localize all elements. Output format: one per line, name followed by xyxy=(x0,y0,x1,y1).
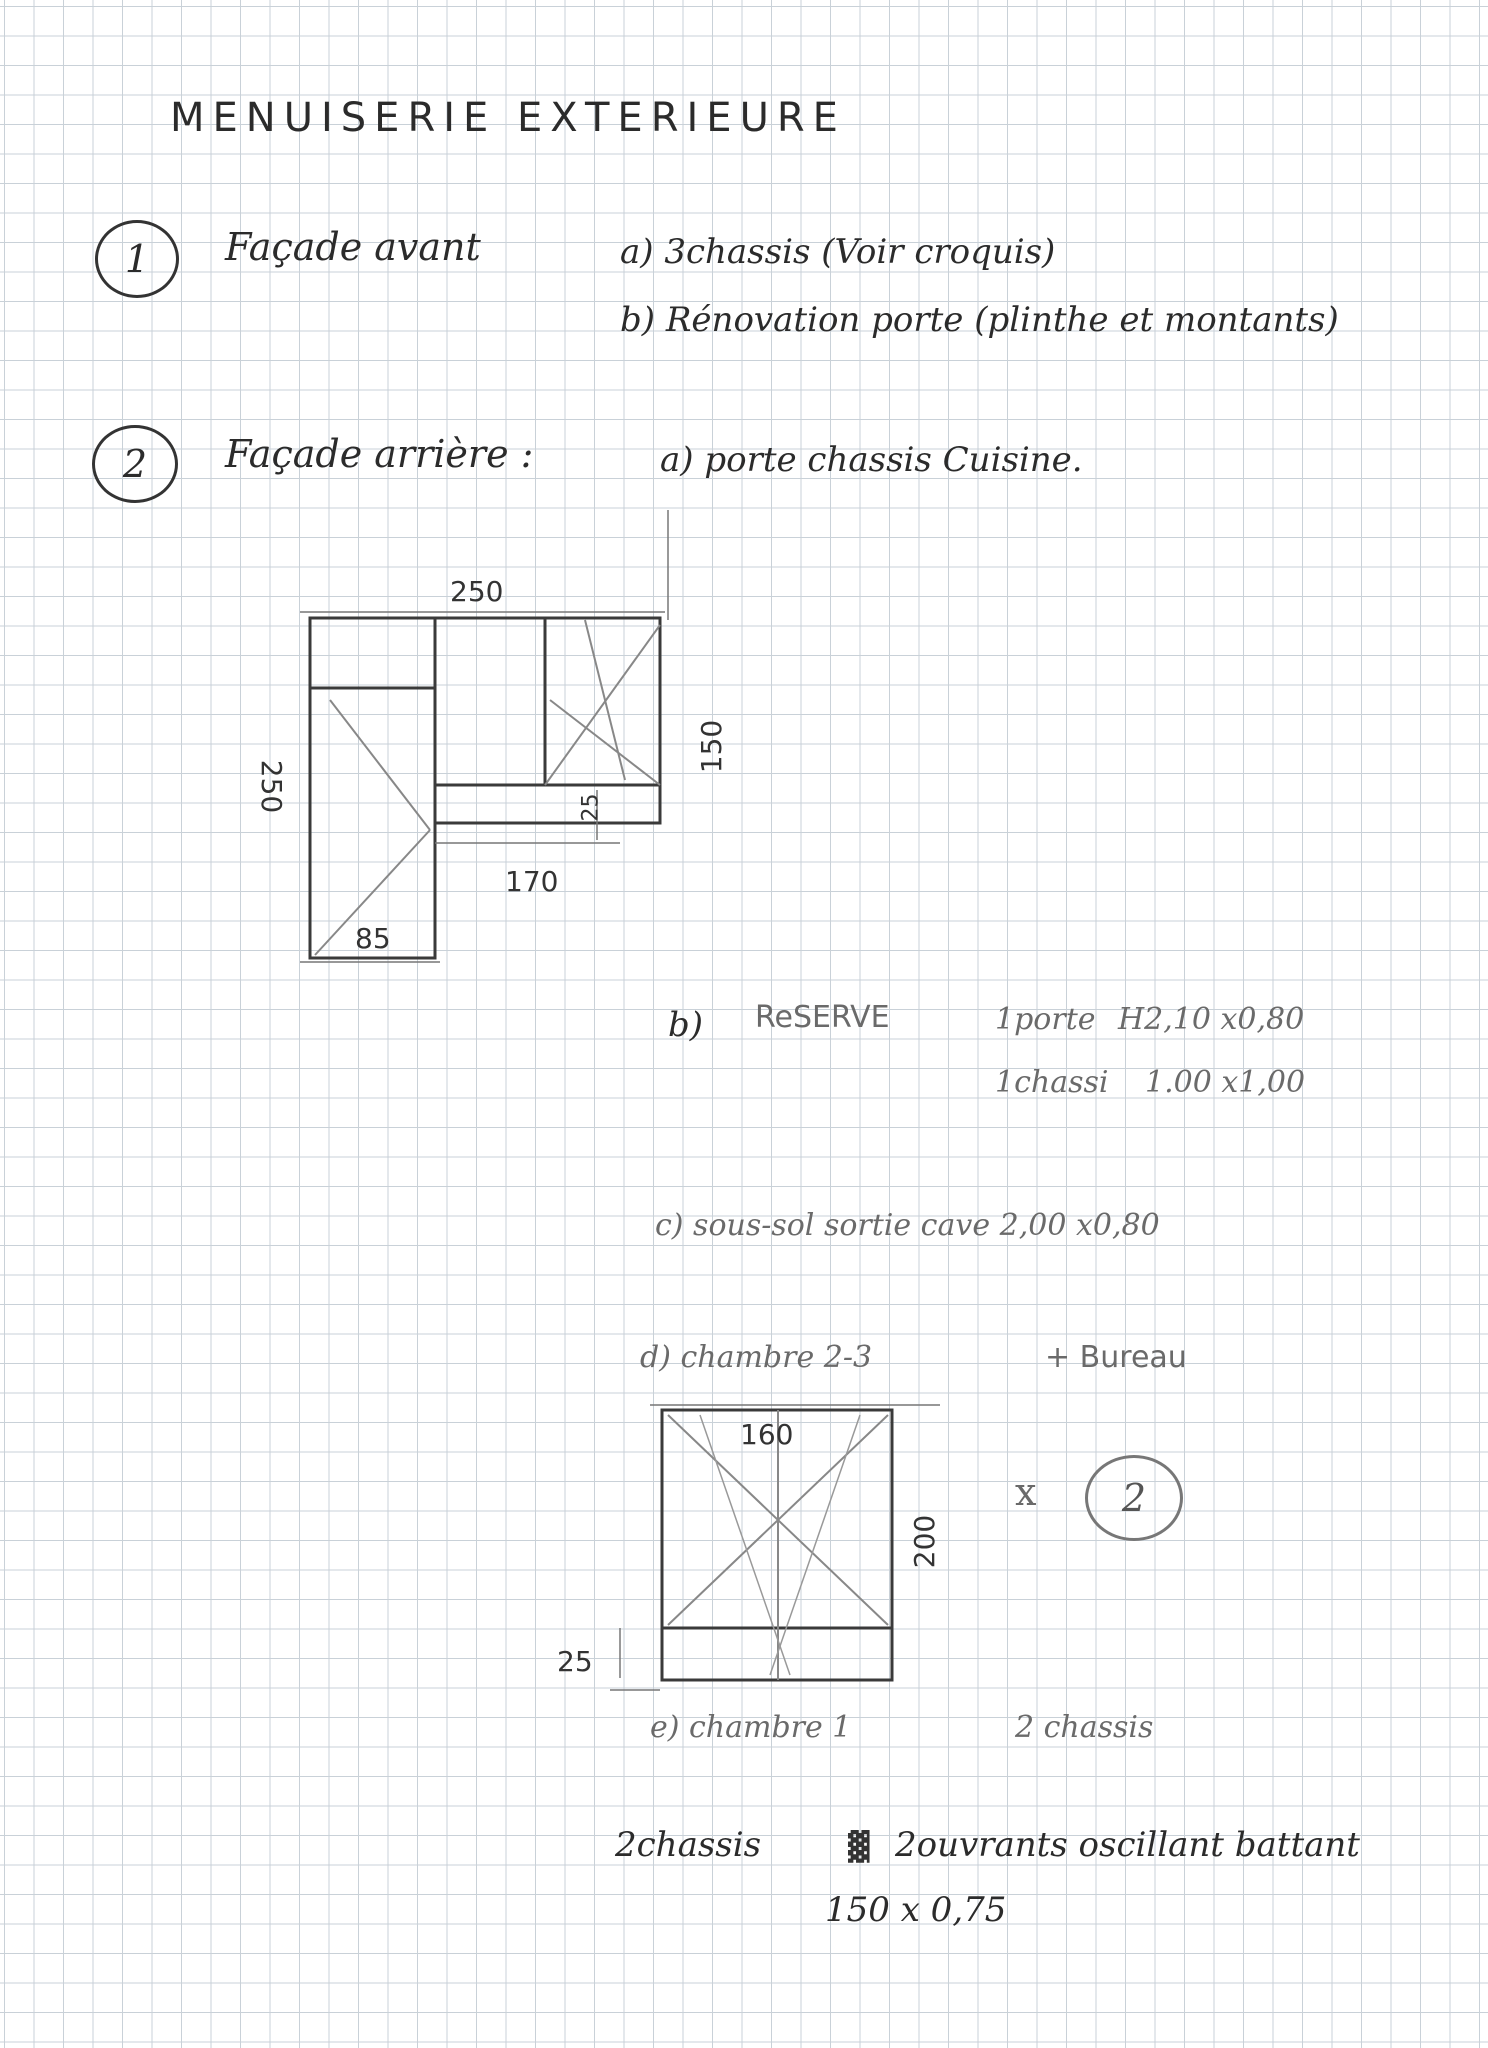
item-b-line2-label: 1chassi xyxy=(995,1065,1109,1100)
dim-bottom-width: 170 xyxy=(505,865,559,898)
section-1-label: Façade avant xyxy=(225,225,481,269)
item-d-label: d) chambre 2-3 xyxy=(640,1340,873,1375)
item-d-count: 2 xyxy=(1085,1455,1183,1541)
item-b-line1-value: H2,10 x0,80 xyxy=(1118,1002,1305,1037)
footer-strikethrough-mark: ▓ xyxy=(848,1830,870,1863)
section-1-number: 1 xyxy=(95,220,179,298)
section-2-number: 2 xyxy=(92,425,178,503)
item-d-extra: + Bureau xyxy=(1045,1340,1187,1375)
item-b-line1-label: 1porte xyxy=(995,1002,1096,1037)
footer-line1-a: 2chassis xyxy=(615,1825,762,1865)
section-2-label: Façade arrière : xyxy=(225,432,534,476)
item-e-label: e) chambre 1 xyxy=(650,1710,852,1745)
item-b-line2-value: 1.00 x1,00 xyxy=(1145,1065,1306,1100)
dim-door-width: 85 xyxy=(355,922,391,955)
section-1-item-b: b) Rénovation porte (plinthe et montants) xyxy=(620,300,1339,340)
page-title: MENUISERIE EXTERIEURE xyxy=(170,95,846,141)
item-b-label: ReSERVE xyxy=(755,1000,890,1035)
dim-window-sill: 25 xyxy=(557,1645,593,1678)
dim-small-gap: 25 xyxy=(578,793,604,822)
dim-right-height: 150 xyxy=(695,719,729,774)
footer-line1-b: 2ouvrants oscillant battant xyxy=(895,1825,1360,1865)
item-d-multiplier: x xyxy=(1015,1470,1037,1514)
item-e-extra: 2 chassis xyxy=(1015,1710,1154,1745)
section-1-item-a: a) 3chassis (Voir croquis) xyxy=(620,232,1056,272)
footer-line2: 150 x 0,75 xyxy=(825,1890,1007,1930)
section-2-item-a: a) porte chassis Cuisine. xyxy=(660,440,1083,480)
dim-window-height: 200 xyxy=(908,1514,942,1569)
item-b-letter: b) xyxy=(668,1005,704,1045)
dim-left-height: 250 xyxy=(255,759,289,814)
dim-top-width: 250 xyxy=(450,575,504,608)
dim-window-width: 160 xyxy=(740,1418,794,1451)
item-c: c) sous-sol sortie cave 2,00 x0,80 xyxy=(655,1208,1160,1243)
